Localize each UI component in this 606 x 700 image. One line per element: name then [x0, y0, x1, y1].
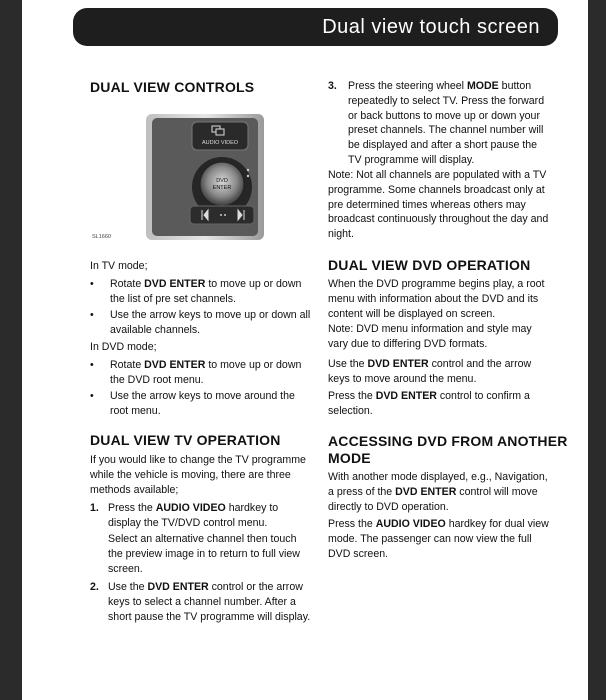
dial-label-1: DVD	[216, 178, 228, 184]
bullet-icon: •	[90, 359, 94, 371]
tv-operation-heading: DUAL VIEW TV OPERATION	[90, 432, 281, 448]
dvd-operation-note: Note: DVD menu information and style may vary due to differing DVD formats.	[328, 323, 532, 350]
image-caption: SL1660	[92, 234, 111, 240]
dvd-operation-p1: When the DVD programme begins play, a root menu with information about the DVD and its content will be displayed on screen.	[328, 278, 545, 320]
page-title: Dual view touch screen	[322, 16, 540, 38]
audio-video-label: AUDIO VIDEO	[201, 140, 239, 146]
tv-mode-label: In TV mode;	[90, 260, 148, 272]
bullet-icon: •	[90, 278, 94, 290]
accessing-heading: ACCESSING DVD FROM ANOTHER MODE	[328, 433, 568, 466]
controls-heading: DUAL VIEW CONTROLS	[90, 79, 255, 95]
bullet-icon: •	[90, 309, 94, 321]
header-bar	[73, 8, 558, 46]
manual-page: Dual view touch screen DUAL VIEW CONTROLS AUDIO VIDEO DVD ENTER SL1660 In TV mode; • Rotate DVD ENTER to move up or down the list of pre set channels. • Use the arrow keys to move up or down all available channels. In DVD mode; • Rotate DVD ENTER to move up or down the DVD root menu. • Use the arrow keys to move around the root menu. DUAL VIEW TV OPERATION If you would like to change the TV programme while the vehicle is moving, there are three methods available; 1. Press the AUDIO VIDEO hardkey to display the TV/DVD control menu. Select an alternative channel then touch the preview image in to return to full view screen. 2. Use the DVD ENTER control or the arrow keys to select a channel number. After a short pause the TV programme will display. 3. Press the steering wheel MODE button repeatedly to select TV. Press the forward or back buttons to move up or down your preset channels. The channel number will be displayed and after a short pause the TV programme will display. Note: Not all channels are populated with a TV programme. Some channels broadcast only at pre determined times whereas others may broadcast continuously throughout the day and night. DUAL VIEW DVD OPERATION When the DVD programme begins play, a root menu with information about the DVD and its content will be displayed on screen. Note: DVD menu information and style may vary due to differing DVD formats. Use the DVD ENTER control and the arrow keys to move around the menu. Press the DVD ENTER control to confirm a selection. ACCESSING DVD FROM ANOTHER MODE With another mode displayed, e.g., Navigation, a press of the DVD ENTER control will move directly to DVD operation. Press the AUDIO VIDEO hardkey for dual view mode. The passenger can now view the full DVD screen.	[22, 0, 588, 700]
control-panel-image	[90, 110, 268, 246]
bullet-icon: •	[90, 390, 94, 402]
dvd-enter-dial[interactable]	[200, 162, 244, 206]
accessing-p1: With another mode displayed, e.g., Navigation, a press of the DVD ENTER control will move directly to DVD operation.	[328, 471, 548, 513]
step-1-extra: Select an alternative channel then touch the preview image in to return to full view screen.	[108, 533, 300, 575]
dvd-operation-p3: Press the DVD ENTER control to confirm a selection.	[328, 390, 530, 417]
note-channels: Note: Not all channels are populated with a TV programme. Some channels broadcast only at pre determined times whereas others may broadcast continuously throughout the day and night.	[328, 169, 549, 241]
control-panel-illustration	[90, 110, 268, 246]
dial-label-2: ENTER	[212, 185, 232, 191]
dvd-operation-p2: Use the DVD ENTER control and the arrow keys to move around the menu.	[328, 358, 532, 385]
dvd-operation-heading: DUAL VIEW DVD OPERATION	[328, 257, 531, 273]
tv-operation-intro: If you would like to change the TV programme while the vehicle is moving, there are three methods available;	[90, 454, 306, 496]
dvd-mode-label: In DVD mode;	[90, 341, 157, 353]
accessing-p2: Press the AUDIO VIDEO hardkey for dual view mode. The passenger can now view the full DVD screen.	[328, 518, 549, 560]
